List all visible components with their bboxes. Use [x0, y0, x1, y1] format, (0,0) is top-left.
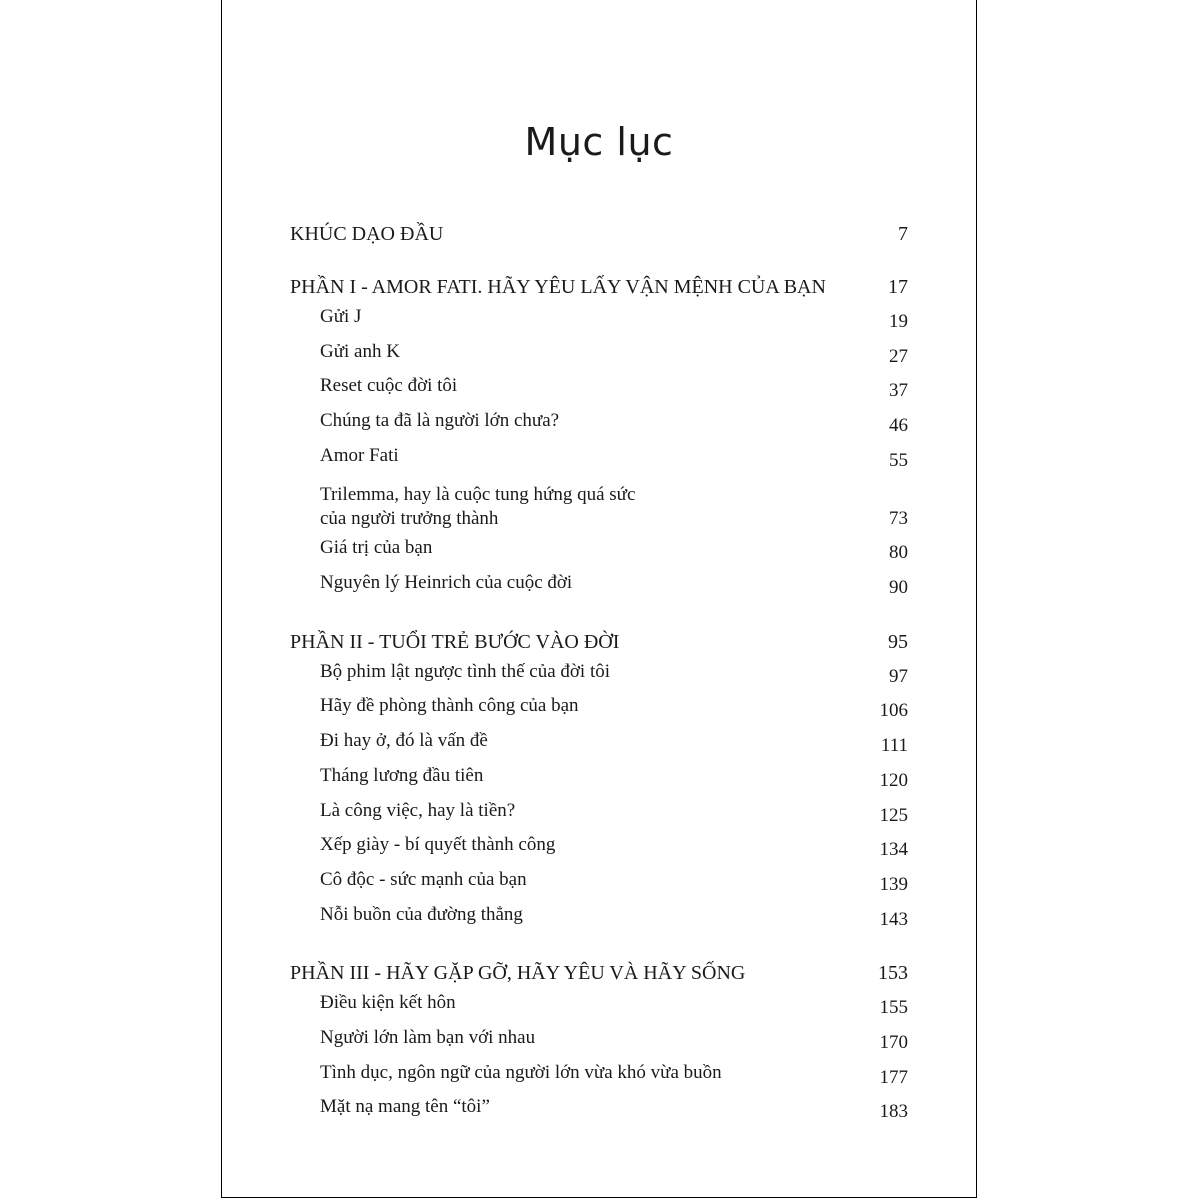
- toc-entry-page: 97: [889, 665, 908, 687]
- toc-entry-page: 177: [879, 1066, 908, 1088]
- toc-entry-label: Mặt nạ mang tên “tôi”: [320, 1096, 490, 1118]
- toc-entry-label: Gửi J: [320, 305, 362, 327]
- page-title: Mục lục: [524, 120, 674, 164]
- toc-entry-label: Gửi anh K: [320, 340, 400, 362]
- toc-entry-page: 106: [879, 700, 908, 722]
- toc-entry-label: Bộ phim lật ngược tình thế của đời tôi: [320, 660, 611, 682]
- table-of-contents: [290, 216, 908, 1130]
- toc-entry-page: 111: [880, 735, 908, 757]
- toc-entry-label: Tháng lương đầu tiên: [320, 764, 484, 786]
- toc-part-1-page: 17: [888, 276, 908, 298]
- toc-entry: [290, 1095, 908, 1130]
- toc-entry-page: 80: [889, 542, 908, 564]
- toc-entry-page: 37: [889, 380, 908, 402]
- toc-entry-page: 46: [889, 415, 908, 437]
- toc-entry: [290, 903, 908, 938]
- toc-part-3-page: 153: [878, 962, 908, 985]
- toc-entry-page: 90: [889, 577, 908, 599]
- toc-entry-page: 120: [879, 769, 908, 791]
- toc-part-3-label: PHẦN III - HÃY GẶP GỠ, HÃY YÊU VÀ HÃY SỐNG: [290, 962, 746, 985]
- toc-entry-label: Reset cuộc đời tôi: [320, 375, 458, 397]
- toc-entry: [290, 478, 908, 536]
- toc-entry-page: 134: [879, 839, 908, 861]
- toc-entry-label: Chúng ta đã là người lớn chưa?: [320, 410, 560, 432]
- toc-entry-page: 183: [879, 1101, 908, 1123]
- toc-entry-page: 139: [879, 873, 908, 895]
- toc-entry-label: Nguyên lý Heinrich của cuộc đời: [320, 572, 573, 594]
- toc-part-2-page: 95: [888, 630, 908, 653]
- spacer: [290, 937, 908, 955]
- toc-entry-label: Đi hay ở, đó là vấn đề: [320, 730, 488, 752]
- toc-entry-page: 55: [889, 449, 908, 471]
- toc-entry-page: 143: [879, 908, 908, 930]
- toc-prelude: [290, 216, 908, 252]
- toc-entry-label: Giá trị của bạn: [320, 537, 433, 559]
- book-page: [221, 0, 977, 1198]
- toc-entry-label: Là công việc, hay là tiền?: [320, 799, 516, 821]
- toc-entry-page: 19: [889, 310, 908, 332]
- toc-part-1: [290, 269, 908, 305]
- toc-part-2-label: PHẦN II - TUỔI TRẺ BƯỚC VÀO ĐỜI: [290, 630, 620, 653]
- toc-entry-page: 125: [879, 804, 908, 826]
- toc-entry-label: Tình dục, ngôn ngữ của người lớn vừa khó vừa buồn: [320, 1061, 722, 1083]
- toc-entry-page: 73: [889, 508, 908, 530]
- toc-entry-label: Cô độc - sức mạnh của bạn: [320, 868, 527, 890]
- toc-prelude-page: 7: [898, 223, 908, 245]
- toc-entry-label: Amor Fati: [320, 444, 399, 466]
- toc-entry-label: Điều kiện kết hôn: [320, 992, 456, 1014]
- toc-prelude-label: KHÚC DẠO ĐẦU: [290, 223, 444, 245]
- toc-entry: [290, 571, 908, 606]
- toc-entry-label: Hãy đề phòng thành công của bạn: [320, 695, 579, 717]
- toc-entry-label: Xếp giày - bí quyết thành công: [320, 834, 556, 856]
- toc-entry-page: 170: [879, 1031, 908, 1053]
- toc-entry-label: Người lớn làm bạn với nhau: [320, 1026, 536, 1048]
- toc-entry-label: Nỗi buồn của đường thẳng: [320, 903, 523, 925]
- toc-entry-page: 27: [889, 345, 908, 367]
- spacer: [290, 252, 908, 269]
- toc-entry: [290, 444, 908, 479]
- spacer: [290, 606, 908, 624]
- toc-entry-page: 155: [879, 997, 908, 1019]
- toc-part-1-label: PHẦN I - AMOR FATI. HÃY YÊU LẤY VẬN MỆNH CỦA BẠN: [290, 276, 826, 298]
- toc-entry-label: Trilemma, hay là cuộc tung hứng quá sức của người trưởng thành: [320, 484, 636, 530]
